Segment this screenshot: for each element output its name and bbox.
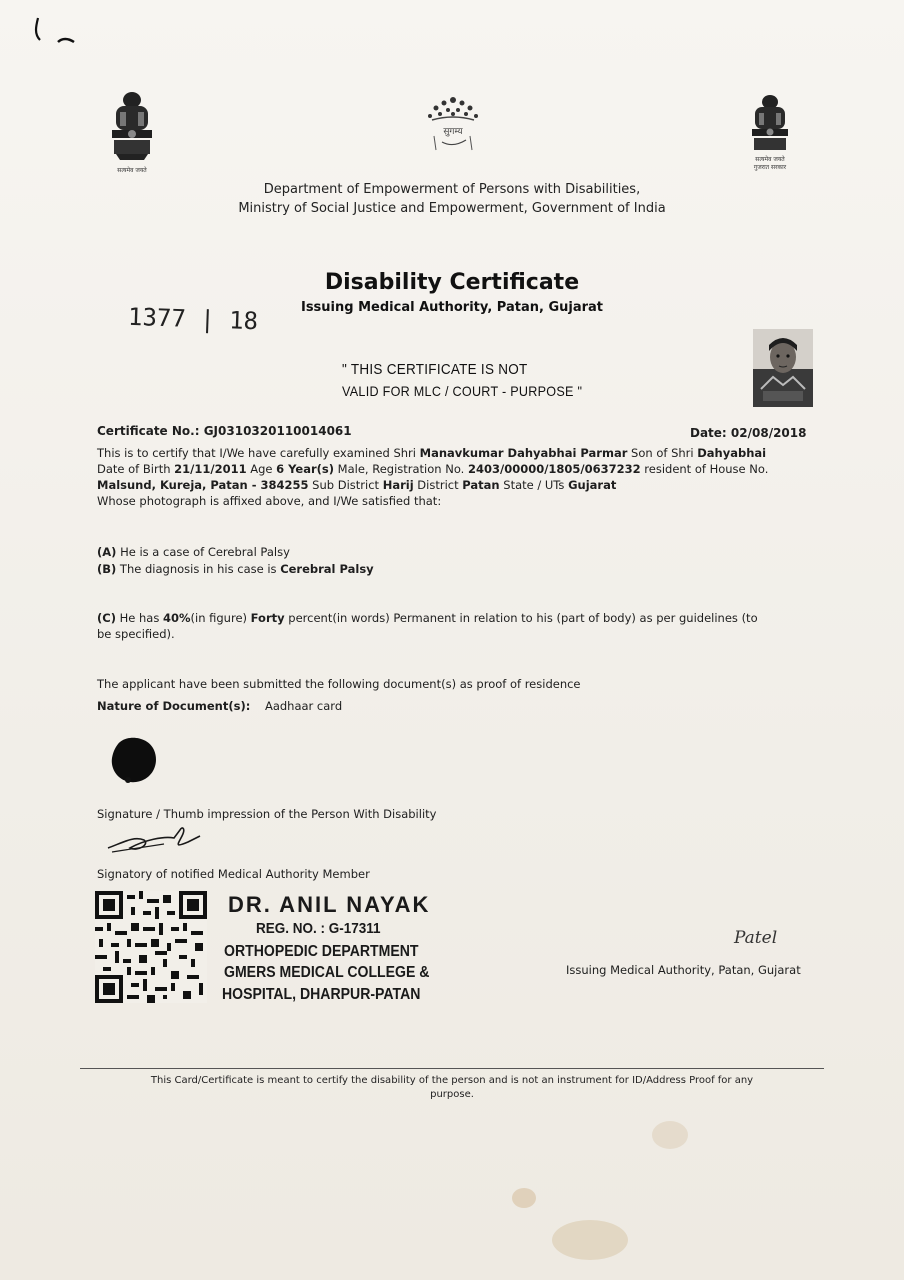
authority-signature: Patel bbox=[734, 928, 778, 948]
paragraph-text: Male, Registration No. bbox=[334, 462, 468, 476]
document-row bbox=[97, 698, 342, 714]
item-c-text: percent(in words) Permanent in relation to his (part of body) as per guidelines (to bbox=[284, 611, 758, 625]
handwritten-file-number: 1377 | 18 bbox=[127, 302, 259, 336]
thumb-impression bbox=[108, 734, 160, 784]
paragraph-text: District bbox=[413, 478, 463, 492]
member-signature-label: Signatory of notified Medical Authority Member bbox=[97, 867, 370, 881]
paper-stain bbox=[640, 1110, 700, 1160]
certificate-date-row bbox=[690, 425, 806, 441]
document-label: Nature of Document(s): bbox=[97, 699, 251, 713]
certificate-number-label: Certificate No.: bbox=[97, 424, 200, 438]
item-c bbox=[97, 610, 817, 642]
footer-divider bbox=[80, 1068, 824, 1069]
item-b-text: The diagnosis in his case is bbox=[116, 562, 281, 576]
authority-label: Issuing Medical Authority, Patan, Gujarat bbox=[566, 963, 801, 977]
item-c-label: (C) bbox=[97, 611, 116, 625]
paper-stain bbox=[500, 1180, 640, 1270]
address: Malsund, Kureja, Patan - 384255 bbox=[97, 478, 309, 492]
doctor-stamp-hospital: HOSPITAL, DHARPUR-PATAN bbox=[222, 986, 421, 1003]
age: 6 Year(s) bbox=[276, 462, 335, 476]
item-c-text-continued: be specified). bbox=[97, 627, 175, 641]
paragraph-text: State / UTs bbox=[499, 478, 569, 492]
certificate-date-label: Date: bbox=[690, 426, 727, 440]
national-emblem-right bbox=[745, 92, 795, 172]
state: Gujarat bbox=[568, 478, 617, 492]
footer-line-2: purpose. bbox=[430, 1089, 474, 1100]
paragraph-text: This is to certify that I/We have carefully examined Shri bbox=[97, 446, 420, 460]
doctor-stamp-name: DR. ANIL NAYAK bbox=[228, 892, 431, 917]
item-b bbox=[97, 561, 374, 577]
father-name: Dahyabhai bbox=[697, 446, 767, 460]
person-signature-label: Signature / Thumb impression of the Person With Disability bbox=[97, 807, 437, 821]
doctor-stamp-college: GMERS MEDICAL COLLEGE & bbox=[224, 964, 430, 981]
accessible-india-logo bbox=[420, 92, 486, 156]
validity-stamp-line-1: " THIS CERTIFICATE IS NOT bbox=[342, 361, 528, 378]
certificate-number-value: GJ0310320110014061 bbox=[203, 424, 352, 438]
national-emblem-left bbox=[104, 88, 160, 174]
handwritten-mark bbox=[30, 14, 80, 48]
doctor-stamp-reg: REG. NO. : G-17311 bbox=[256, 920, 381, 937]
person-signature bbox=[104, 822, 214, 858]
district: Patan bbox=[462, 478, 500, 492]
paragraph-text: Son of Shri bbox=[627, 446, 698, 460]
item-c-text: (in figure) bbox=[190, 611, 251, 625]
document-value: Aadhaar card bbox=[264, 699, 343, 713]
applicant-photo bbox=[753, 329, 813, 407]
footer-note bbox=[82, 1074, 822, 1102]
sub-district: Harij bbox=[382, 478, 414, 492]
item-a-label: (A) bbox=[97, 545, 117, 559]
svg-text:सुगम्य: सुगम्य bbox=[443, 127, 463, 137]
left-emblem-caption: सत्यमेव जयते bbox=[117, 167, 147, 174]
paragraph-closing: Whose photograph is affixed above, and I/We satisfied that: bbox=[97, 494, 442, 508]
qr-code bbox=[95, 891, 207, 1003]
item-b-label: (B) bbox=[97, 562, 117, 576]
page-subtitle: Issuing Medical Authority, Patan, Gujarat bbox=[300, 300, 604, 315]
certificate-paragraph bbox=[97, 445, 817, 509]
validity-stamp-line-2: VALID FOR MLC / COURT - PURPOSE " bbox=[342, 383, 583, 399]
applicant-name: Manavkumar Dahyabhai Parmar bbox=[419, 446, 628, 460]
paragraph-text: resident of House No. bbox=[640, 462, 769, 476]
department-line-1: Department of Empowerment of Persons with Disabilities, bbox=[263, 182, 641, 197]
disability-percent: 40% bbox=[162, 611, 191, 625]
certificate-number-row bbox=[97, 423, 352, 439]
department-line-2: Ministry of Social Justice and Empowerment, Government of India bbox=[238, 201, 666, 216]
certificate-date-value: 02/08/2018 bbox=[730, 426, 807, 440]
right-emblem-caption: सत्यमेव जयते गुजरात सरकार bbox=[753, 156, 787, 171]
date-of-birth: 21/11/2011 bbox=[174, 462, 247, 476]
footer-line-1: This Card/Certificate is meant to certify the disability of the person and is not an instrument for ID/Address Proof for any bbox=[150, 1075, 754, 1086]
doctor-stamp-dept: ORTHOPEDIC DEPARTMENT bbox=[224, 943, 419, 960]
page-title: Disability Certificate bbox=[324, 270, 580, 295]
residence-line: The applicant have been submitted the following document(s) as proof of residence bbox=[97, 677, 581, 691]
item-a-text: He is a case of Cerebral Palsy bbox=[116, 545, 290, 559]
item-a bbox=[97, 544, 290, 560]
paragraph-text: Sub District bbox=[308, 478, 383, 492]
item-c-text: He has bbox=[115, 611, 163, 625]
paragraph-text: Date of Birth bbox=[97, 462, 175, 476]
registration-number: 2403/00000/1805/0637232 bbox=[467, 462, 641, 476]
diagnosis-value: Cerebral Palsy bbox=[280, 562, 374, 576]
disability-percent-words: Forty bbox=[250, 611, 285, 625]
paragraph-text: Age bbox=[246, 462, 277, 476]
